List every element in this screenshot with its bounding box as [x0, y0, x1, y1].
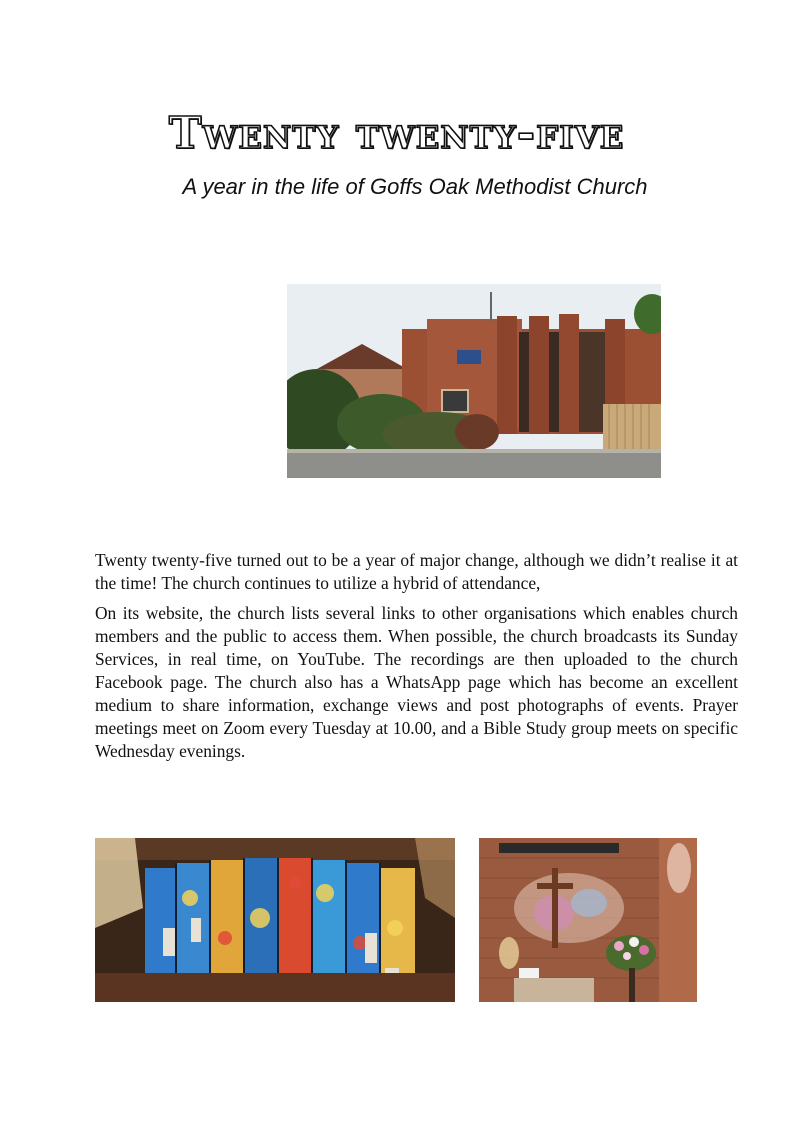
- page-subtitle: A year in the life of Goffs Oak Methodist Church: [182, 174, 648, 199]
- page-title: Twenty twenty-five: [168, 108, 625, 159]
- church-exterior-photo: [287, 284, 661, 478]
- paragraph-online: On its website, the church lists several links to other organisations which enables church members and the public to access them. When possible, the church broadcasts its Sunday Services, in real time, on YouTube. The recordings are then uploaded to the church Facebook page. The church also has a WhatsApp page which has become an excellent medium to share information, exchange views and post photographs of events. Prayer meetings meet on Zoom every Tuesday at 10.00, and a Bible Study group meets on specific Wednesday evenings.: [95, 603, 738, 761]
- cross-wall-photo: [479, 838, 697, 1002]
- body-text: [95, 549, 738, 770]
- stained-glass-photo: [95, 838, 455, 1002]
- paragraph-intro: Twenty twenty-five turned out to be a year of major change, although we didn’t realise it at the time! The church continues to utilize a hybrid of attendance,: [95, 550, 738, 593]
